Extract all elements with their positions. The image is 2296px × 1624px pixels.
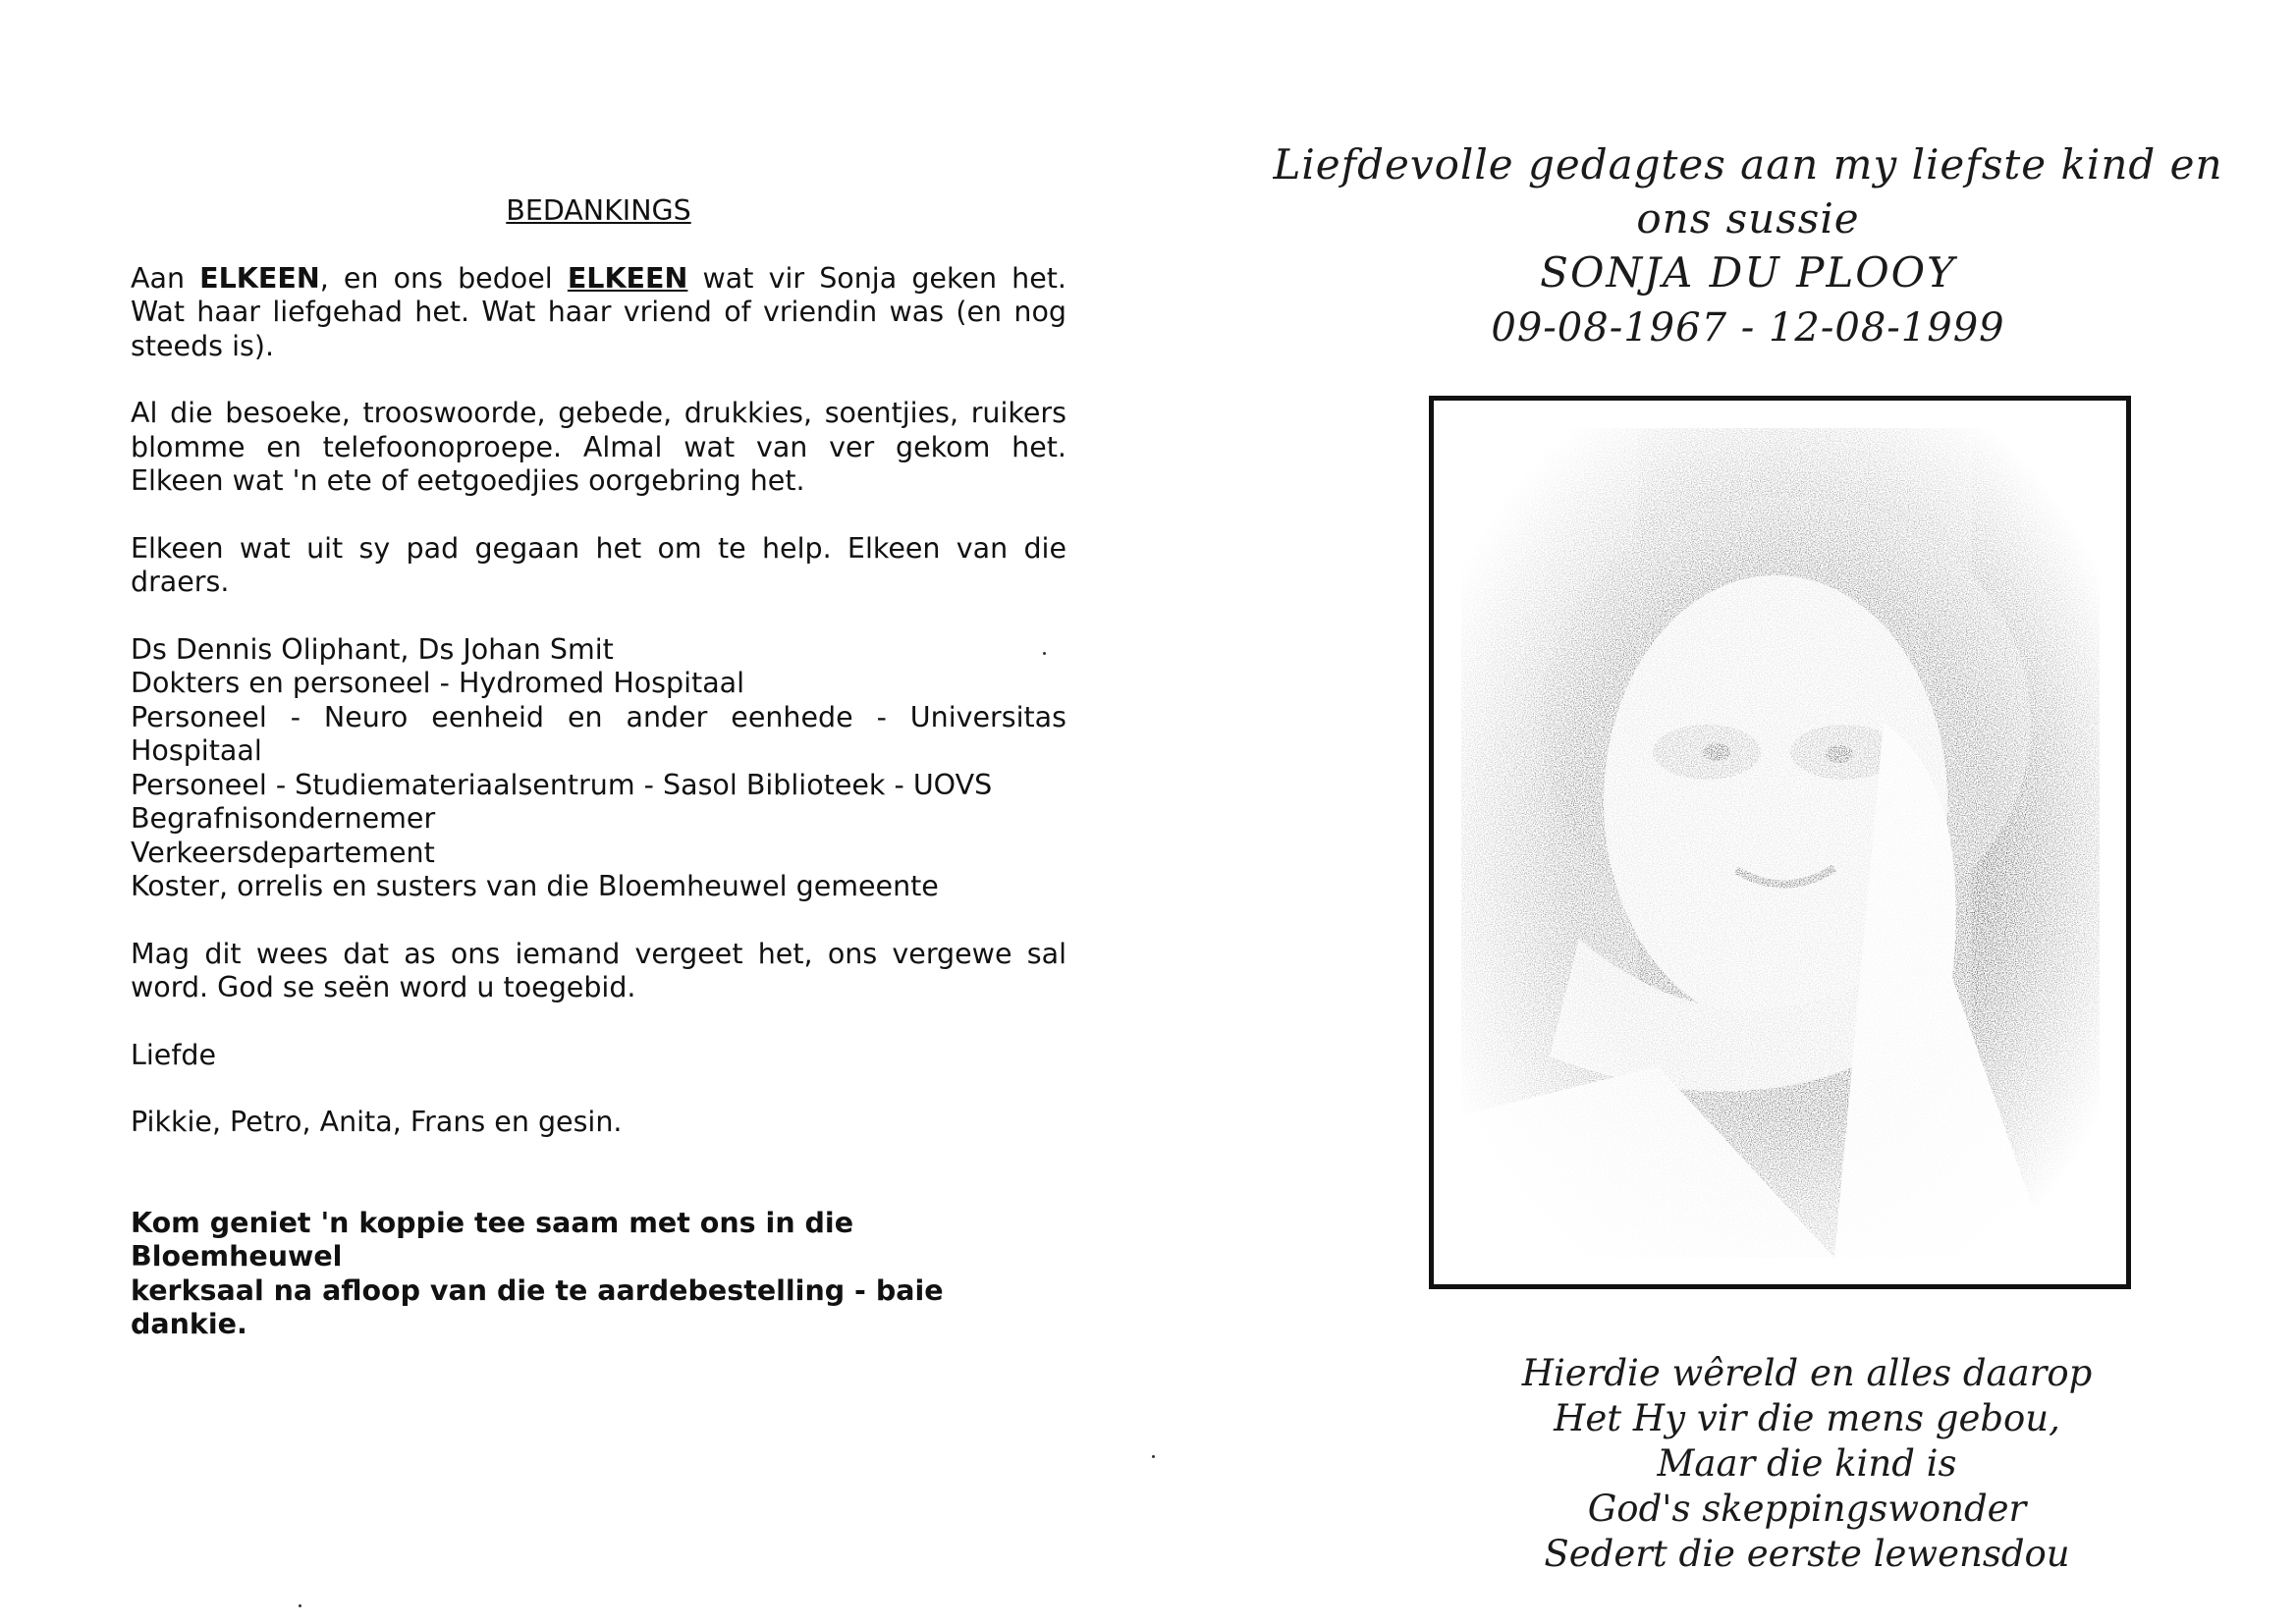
p1-text-e: wat vir Sonja geken het. Wat haar liefgehad het. Wat haar vriend of vriendin was (en nog steeds is). xyxy=(131,261,1066,362)
acknowledgements-page xyxy=(131,194,1066,1342)
paragraph-everyone xyxy=(131,262,1066,364)
life-dates: 09-08-1967 - 12-08-1999 xyxy=(1491,305,2005,351)
scan-speck xyxy=(299,1604,301,1607)
scan-speck xyxy=(1043,652,1046,655)
list-item: Hospitaal xyxy=(131,734,262,767)
list-item: Begrafnisondernemer xyxy=(131,802,436,835)
scan-speck xyxy=(1152,1455,1155,1458)
tea-invitation-line: Kom geniet 'n koppie tee saam met ons in die Bloemheuwel xyxy=(131,1206,854,1272)
sign-off: Liefde xyxy=(131,1038,216,1071)
tea-invitation-line: kerksaal na afloop van die te aardebestelling - baie dankie. xyxy=(131,1273,944,1340)
list-item: Koster, orrelis en susters van die Bloemheuwel gemeente xyxy=(131,870,939,902)
p1-text-c: , en ons bedoel xyxy=(319,261,568,295)
list-item: Personeel - Neuro eenheid en ander eenhede - Universitas xyxy=(131,700,1066,733)
poem-line: Maar die kind is xyxy=(1657,1442,1957,1485)
tribute-header xyxy=(1267,137,2229,356)
paragraph-visits: Al die besoeke, trooswoorde, gebede, drukkies, soentjies, ruikers blomme en telefoonoproepe. Almal wat van ver gekom het. Elkeen wat 'n ete of eetgoedjies oorgebring het. xyxy=(131,397,1066,497)
tribute-line: ons sussie xyxy=(1636,194,1860,243)
list-item: Ds Dennis Oliphant, Ds Johan Smit xyxy=(131,632,614,666)
p1-everyone-bold: ELKEEN xyxy=(199,261,320,295)
tribute-line: Liefdevolle gedagtes aan my liefste kind en xyxy=(1273,140,2223,189)
acknowledgements-heading: BEDANKINGS xyxy=(506,194,691,227)
signatories: Pikkie, Petro, Anita, Frans en gesin. xyxy=(131,1106,623,1138)
poem-line: God's skeppingswonder xyxy=(1587,1488,2027,1530)
deceased-name: SONJA DU PLOOY xyxy=(1540,248,1956,297)
paragraph-forgiveness: Mag dit wees dat as ons iemand vergeet het, ons vergewe sal word. God se seën word u toegebid. xyxy=(131,937,1066,1003)
poem xyxy=(1345,1351,2269,1577)
portrait-photo xyxy=(1461,428,2100,1258)
poem-line: Hierdie wêreld en alles daarop xyxy=(1521,1352,2093,1394)
list-item: Personeel - Studiemateriaalsentrum - Sasol Biblioteek - UOVS xyxy=(131,768,993,801)
poem-line: Het Hy vir die mens gebou, xyxy=(1554,1397,2060,1439)
thanks-list xyxy=(131,633,1066,904)
poem-line: Sedert die eerste lewensdou xyxy=(1544,1533,2070,1575)
p1-everyone-underlined: ELKEEN xyxy=(567,261,688,295)
tea-invitation xyxy=(131,1207,1066,1342)
paragraph-help: Elkeen wat uit sy pad gegaan het om te help. Elkeen van die draers. xyxy=(131,531,1066,598)
portrait-frame xyxy=(1429,396,2131,1289)
list-item: Verkeersdepartement xyxy=(131,836,435,869)
list-item: Dokters en personeel - Hydromed Hospitaal xyxy=(131,667,745,699)
p1-text-a: Aan xyxy=(131,261,200,295)
